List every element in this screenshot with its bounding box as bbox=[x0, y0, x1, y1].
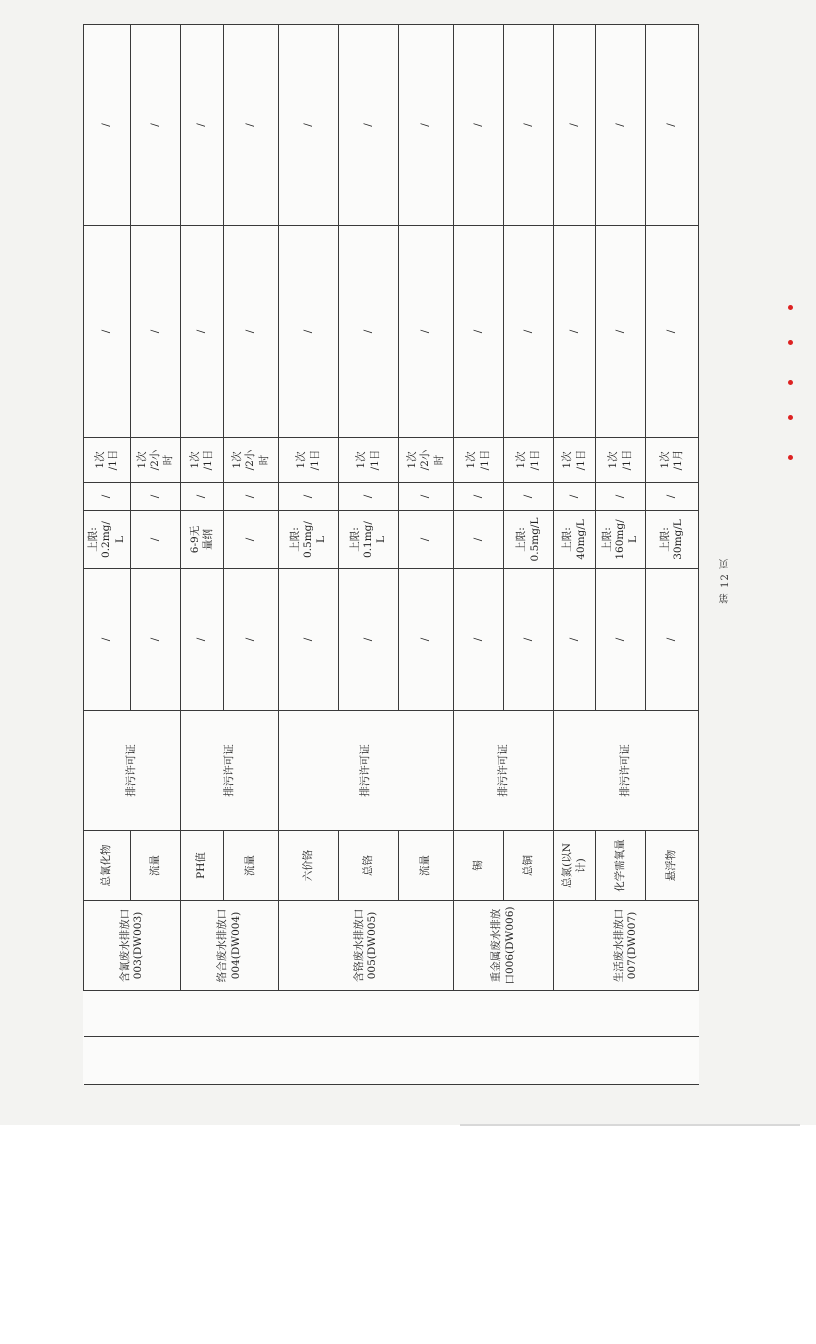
value-cell: / bbox=[181, 483, 224, 511]
value-cell: / bbox=[554, 483, 596, 511]
outlet-cell: 含氰废水排放口 003(DW003) bbox=[84, 901, 181, 991]
monitoring-table bbox=[83, 24, 699, 1085]
pollutant-cell: PH值 bbox=[181, 831, 224, 901]
pollutant-cell: 总氰化物 bbox=[84, 831, 131, 901]
value-cell: / bbox=[181, 226, 224, 438]
value-cell: / bbox=[554, 226, 596, 438]
value-cell: / bbox=[454, 25, 504, 226]
value-cell: / bbox=[646, 483, 699, 511]
stamp-dot bbox=[788, 305, 793, 310]
basis-cell: 排污许可证 bbox=[279, 711, 454, 831]
limit-cell: 上限: 0.1mg/ L bbox=[339, 511, 399, 569]
frequency-cell: 1次 /1日 bbox=[504, 438, 554, 483]
pollutant-cell: 锡 bbox=[454, 831, 504, 901]
basis-cell: 排污许可证 bbox=[554, 711, 699, 831]
value-cell: / bbox=[339, 483, 399, 511]
limit-cell: 6-9无 量纲 bbox=[181, 511, 224, 569]
value-cell: / bbox=[279, 569, 339, 711]
value-cell: / bbox=[399, 226, 454, 438]
limit-cell: 上限: 0.5mg/L bbox=[504, 511, 554, 569]
outlet-cell: 含铬废水排放口 005(DW005) bbox=[279, 901, 454, 991]
pollutant-cell: 总铜 bbox=[504, 831, 554, 901]
rotated-table-container bbox=[83, 25, 698, 1085]
pollutant-cell: 六价铬 bbox=[279, 831, 339, 901]
value-cell: / bbox=[399, 25, 454, 226]
pollutant-cell: 悬浮物 bbox=[646, 831, 699, 901]
limit-cell: 上限: 0.2mg/ L bbox=[84, 511, 131, 569]
value-cell: / bbox=[399, 483, 454, 511]
frequency-cell: 1次 /1月 bbox=[646, 438, 699, 483]
outlet-cell: 生活废水排放口 007(DW007) bbox=[554, 901, 699, 991]
value-cell: / bbox=[596, 226, 646, 438]
frequency-cell: 1次 /2小 时 bbox=[131, 438, 181, 483]
basis-cell: 排污许可证 bbox=[454, 711, 554, 831]
value-cell: / bbox=[131, 483, 181, 511]
limit-cell: 上限: 160mg/ L bbox=[596, 511, 646, 569]
value-cell: / bbox=[454, 569, 504, 711]
value-cell: / bbox=[339, 25, 399, 226]
value-cell: / bbox=[279, 483, 339, 511]
value-cell: / bbox=[131, 226, 181, 438]
pollutant-cell: 流量 bbox=[224, 831, 279, 901]
value-cell: / bbox=[646, 226, 699, 438]
value-cell: / bbox=[131, 25, 181, 226]
value-cell: / bbox=[399, 569, 454, 711]
frequency-cell: 1次 /1日 bbox=[339, 438, 399, 483]
value-cell: / bbox=[339, 226, 399, 438]
value-cell: / bbox=[504, 569, 554, 711]
value-cell: / bbox=[646, 25, 699, 226]
frequency-cell: 1次 /1日 bbox=[84, 438, 131, 483]
value-cell: / bbox=[224, 569, 279, 711]
empty-cell bbox=[84, 991, 699, 1037]
limit-cell: / bbox=[131, 511, 181, 569]
value-cell: / bbox=[279, 25, 339, 226]
limit-cell: 上限: 0.5mg/ L bbox=[279, 511, 339, 569]
value-cell: / bbox=[596, 483, 646, 511]
frequency-cell: 1次 /1日 bbox=[554, 438, 596, 483]
value-cell: / bbox=[181, 569, 224, 711]
pollutant-cell: 总氮(以N 计) bbox=[554, 831, 596, 901]
value-cell: / bbox=[554, 25, 596, 226]
value-cell: / bbox=[84, 25, 131, 226]
value-cell: / bbox=[84, 483, 131, 511]
value-cell: / bbox=[554, 569, 596, 711]
frequency-cell: 1次 /2小 时 bbox=[399, 438, 454, 483]
limit-cell: / bbox=[454, 511, 504, 569]
frequency-cell: 1次 /1日 bbox=[596, 438, 646, 483]
value-cell: / bbox=[504, 226, 554, 438]
limit-cell: 上限: 40mg/L bbox=[554, 511, 596, 569]
table-row bbox=[181, 25, 224, 1085]
value-cell: / bbox=[84, 569, 131, 711]
value-cell: / bbox=[504, 25, 554, 226]
frequency-cell: 1次 /1日 bbox=[279, 438, 339, 483]
table-row bbox=[84, 25, 131, 1085]
table-row bbox=[454, 25, 504, 1085]
stamp-dot bbox=[788, 380, 793, 385]
table-row bbox=[554, 25, 596, 1085]
value-cell: / bbox=[454, 483, 504, 511]
value-cell: / bbox=[84, 226, 131, 438]
outlet-cell: 络合废水排放口 004(DW004) bbox=[181, 901, 279, 991]
scan-edge-line bbox=[460, 1124, 800, 1126]
value-cell: / bbox=[596, 25, 646, 226]
value-cell: / bbox=[454, 226, 504, 438]
value-cell: / bbox=[131, 569, 181, 711]
pollutant-cell: 总铬 bbox=[339, 831, 399, 901]
page-number: 第 12 页 bbox=[720, 558, 731, 604]
value-cell: / bbox=[339, 569, 399, 711]
value-cell: / bbox=[279, 226, 339, 438]
value-cell: / bbox=[224, 25, 279, 226]
table-row bbox=[279, 25, 339, 1085]
limit-cell: 上限: 30mg/L bbox=[646, 511, 699, 569]
empty-cell bbox=[84, 1037, 699, 1085]
frequency-cell: 1次 /2小 时 bbox=[224, 438, 279, 483]
value-cell: / bbox=[646, 569, 699, 711]
value-cell: / bbox=[181, 25, 224, 226]
limit-cell: / bbox=[224, 511, 279, 569]
limit-cell: / bbox=[399, 511, 454, 569]
frequency-cell: 1次 /1日 bbox=[454, 438, 504, 483]
red-stamp-marks bbox=[784, 305, 798, 475]
stamp-dot bbox=[788, 415, 793, 420]
frequency-cell: 1次 /1日 bbox=[181, 438, 224, 483]
stamp-dot bbox=[788, 455, 793, 460]
value-cell: / bbox=[504, 483, 554, 511]
basis-cell: 排污许可证 bbox=[84, 711, 181, 831]
value-cell: / bbox=[224, 226, 279, 438]
value-cell: / bbox=[596, 569, 646, 711]
pollutant-cell: 流量 bbox=[399, 831, 454, 901]
pollutant-cell: 化学需氧量 bbox=[596, 831, 646, 901]
outlet-cell: 重金属废水排放 口006(DW006) bbox=[454, 901, 554, 991]
basis-cell: 排污许可证 bbox=[181, 711, 279, 831]
value-cell: / bbox=[224, 483, 279, 511]
stamp-dot bbox=[788, 340, 793, 345]
pollutant-cell: 流量 bbox=[131, 831, 181, 901]
